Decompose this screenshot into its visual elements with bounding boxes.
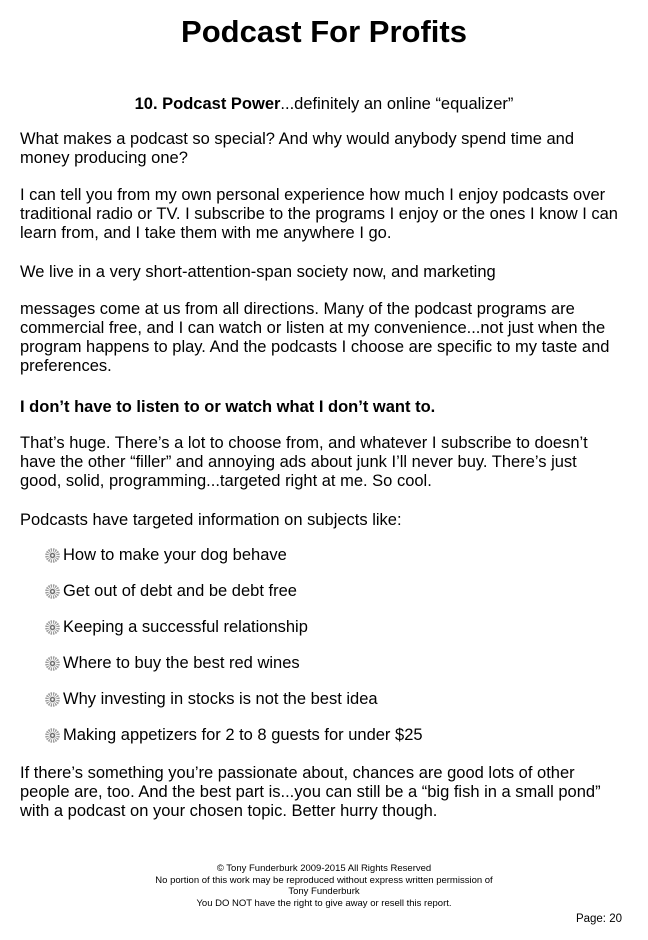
- list-item: [44, 546, 604, 565]
- list-item: [44, 582, 604, 601]
- section-heading-subtitle: ...definitely an online “equalizer”: [280, 95, 514, 113]
- page-number: Page: 20: [575, 913, 622, 925]
- list-item-text: Making appetizers for 2 to 8 guests for under $25: [63, 726, 423, 744]
- paragraph-1: What makes a podcast so special? And why would anybody spend time and money producing one?: [20, 130, 574, 167]
- list-item: [44, 726, 604, 745]
- list-item: [44, 654, 604, 673]
- list-item-text: Get out of debt and be debt free: [63, 582, 297, 600]
- gear-icon: [44, 547, 61, 564]
- emphasis-paragraph: I don’t have to listen to or watch what I don’t want to.: [20, 398, 436, 416]
- list-item: [44, 690, 604, 709]
- gear-icon: [44, 619, 61, 636]
- list-item-text: Where to buy the best red wines: [63, 654, 300, 672]
- paragraph-7: Podcasts have targeted information on subjects like:: [20, 511, 402, 529]
- footer-line: You DO NOT have the right to give away or resell this report.: [196, 897, 452, 909]
- section-heading-number: 10. Podcast Power: [134, 95, 281, 113]
- list-item-text: Why investing in stocks is not the best idea: [63, 690, 378, 708]
- paragraph-3: We live in a very short-attention-span society now, and marketing: [20, 263, 496, 281]
- paragraph-4: messages come at us from all directions. Many of the podcast programs are commercial free, and I can watch or listen at my convenience...not just when the program happens to play. And the podcasts I choose are specific to my taste and preferences.: [20, 300, 610, 375]
- list-item-text: Keeping a successful relationship: [63, 618, 308, 636]
- gear-icon: [44, 655, 61, 672]
- footer-line: Tony Funderburk: [288, 886, 360, 897]
- footer-copyright: © Tony Funderburk 2009-2015 All Rights Reserved: [216, 863, 432, 874]
- list-item-text: How to make your dog behave: [63, 546, 287, 564]
- paragraph-6: That’s huge. There’s a lot to choose from, and whatever I subscribe to doesn’t have the other “filler” and annoying ads about junk I’ll never buy. There’s just good, solid, programming...targeted right at me. So cool.: [20, 434, 588, 490]
- page-title: Podcast For Profits: [181, 14, 467, 49]
- footer: [0, 863, 648, 909]
- gear-icon: [44, 583, 61, 600]
- gear-icon: [44, 727, 61, 744]
- paragraph-2: I can tell you from my own personal experience how much I enjoy podcasts over traditional radio or TV. I subscribe to the programs I enjoy or the ones I know I can learn from, and I take them with me anywhere I go.: [20, 186, 618, 242]
- footer-line: No portion of this work may be reproduced without express written permission of: [155, 874, 493, 886]
- closing-paragraph: If there’s something you’re passionate about, chances are good lots of other people are, too. And the best part is...you can still be a “big fish in a small pond” with a podcast on your chosen topic. Better hurry though.: [20, 764, 601, 820]
- gear-icon: [44, 691, 61, 708]
- list-item: [44, 618, 604, 637]
- section-heading: [0, 95, 648, 114]
